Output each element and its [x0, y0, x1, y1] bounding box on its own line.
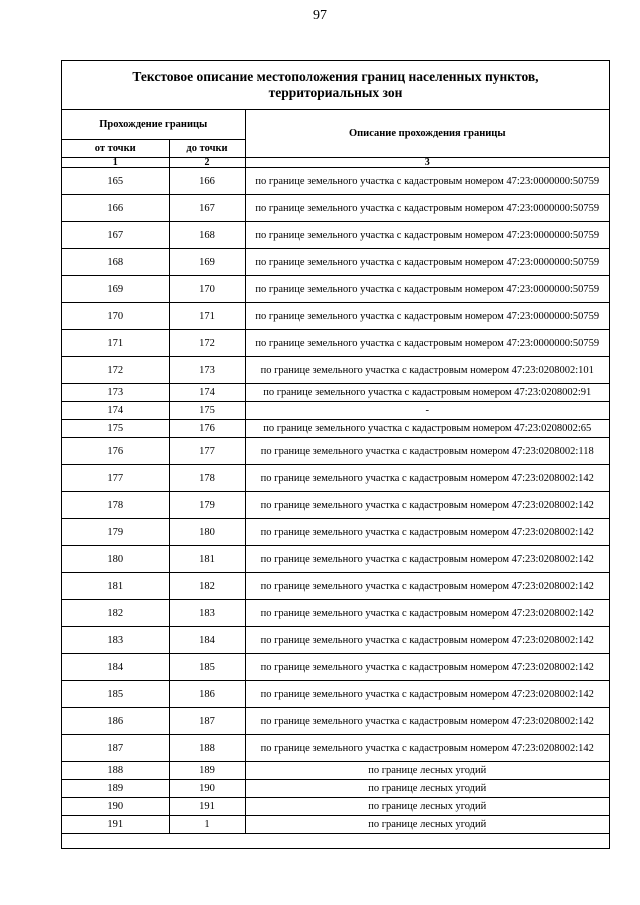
to-point-cell: 172 — [169, 330, 245, 357]
to-point-cell: 176 — [169, 420, 245, 438]
table-row — [62, 681, 609, 708]
description-cell: по границе земельного участка с кадастровым номером 47:23:0208002:142 — [245, 600, 609, 627]
description-cell: по границе земельного участка с кадастровым номером 47:23:0208002:91 — [245, 384, 609, 402]
table-row — [62, 420, 609, 438]
title-line-1: Текстовое описание местоположения границ населенных пунктов, — [132, 69, 539, 84]
to-point-cell: 166 — [169, 168, 245, 195]
from-point-cell: 177 — [62, 465, 169, 492]
to-point-cell: 191 — [169, 798, 245, 816]
header-passage: Прохождение границы — [62, 110, 245, 140]
from-point-cell: 180 — [62, 546, 169, 573]
page-number: 97 — [313, 8, 327, 23]
description-cell: по границе земельного участка с кадастровым номером 47:23:0000000:50759 — [245, 276, 609, 303]
to-point-cell: 183 — [169, 600, 245, 627]
table-row — [62, 573, 609, 600]
table-row — [62, 222, 609, 249]
description-cell: по границе земельного участка с кадастровым номером 47:23:0208002:142 — [245, 573, 609, 600]
description-cell: по границе земельного участка с кадастровым номером 47:23:0208002:142 — [245, 681, 609, 708]
description-cell: по границе земельного участка с кадастровым номером 47:23:0208002:65 — [245, 420, 609, 438]
to-point-cell: 186 — [169, 681, 245, 708]
table-row — [62, 519, 609, 546]
description-cell: по границе земельного участка с кадастровым номером 47:23:0000000:50759 — [245, 222, 609, 249]
description-cell: по границе лесных угодий — [245, 780, 609, 798]
description-cell: по границе лесных угодий — [245, 798, 609, 816]
header-from-point: от точки — [62, 140, 169, 158]
table-row — [62, 798, 609, 816]
table-row — [62, 546, 609, 573]
to-point-cell: 171 — [169, 303, 245, 330]
to-point-cell: 168 — [169, 222, 245, 249]
table-row — [62, 780, 609, 798]
to-point-cell: 189 — [169, 762, 245, 780]
table-row — [62, 303, 609, 330]
to-point-cell: 1 — [169, 816, 245, 834]
to-point-cell: 179 — [169, 492, 245, 519]
description-cell: по границе земельного участка с кадастровым номером 47:23:0208002:142 — [245, 654, 609, 681]
from-point-cell: 167 — [62, 222, 169, 249]
table-row — [62, 465, 609, 492]
from-point-cell: 183 — [62, 627, 169, 654]
to-point-cell: 187 — [169, 708, 245, 735]
table-row — [62, 438, 609, 465]
header-description: Описание прохождения границы — [245, 110, 609, 158]
from-point-cell: 174 — [62, 402, 169, 420]
from-point-cell: 168 — [62, 249, 169, 276]
to-point-cell: 173 — [169, 357, 245, 384]
description-cell: по границе земельного участка с кадастровым номером 47:23:0208002:101 — [245, 357, 609, 384]
to-point-cell: 184 — [169, 627, 245, 654]
from-point-cell: 182 — [62, 600, 169, 627]
header-col-number-1: 1 — [62, 158, 169, 168]
header-col-number-3: 3 — [245, 158, 609, 168]
boundary-table — [62, 110, 609, 834]
description-cell: по границе лесных угодий — [245, 762, 609, 780]
description-cell: по границе земельного участка с кадастровым номером 47:23:0208002:142 — [245, 627, 609, 654]
description-cell: по границе земельного участка с кадастровым номером 47:23:0000000:50759 — [245, 330, 609, 357]
to-point-cell: 167 — [169, 195, 245, 222]
from-point-cell: 179 — [62, 519, 169, 546]
description-cell: по границе земельного участка с кадастровым номером 47:23:0208002:142 — [245, 519, 609, 546]
from-point-cell: 172 — [62, 357, 169, 384]
from-point-cell: 186 — [62, 708, 169, 735]
table-body — [62, 168, 609, 834]
to-point-cell: 177 — [169, 438, 245, 465]
description-cell: по границе земельного участка с кадастровым номером 47:23:0000000:50759 — [245, 168, 609, 195]
to-point-cell: 178 — [169, 465, 245, 492]
description-cell: - — [245, 402, 609, 420]
from-point-cell: 175 — [62, 420, 169, 438]
from-point-cell: 171 — [62, 330, 169, 357]
table-row — [62, 735, 609, 762]
table-title — [62, 61, 609, 110]
from-point-cell: 169 — [62, 276, 169, 303]
title-line-2: территориальных зон — [268, 85, 403, 100]
from-point-cell: 188 — [62, 762, 169, 780]
from-point-cell: 189 — [62, 780, 169, 798]
to-point-cell: 188 — [169, 735, 245, 762]
description-cell: по границе земельного участка с кадастровым номером 47:23:0000000:50759 — [245, 303, 609, 330]
from-point-cell: 191 — [62, 816, 169, 834]
table-row — [62, 492, 609, 519]
table-row — [62, 195, 609, 222]
from-point-cell: 166 — [62, 195, 169, 222]
description-cell: по границе земельного участка с кадастровым номером 47:23:0208002:118 — [245, 438, 609, 465]
table-row — [62, 168, 609, 195]
description-cell: по границе земельного участка с кадастровым номером 47:23:0208002:142 — [245, 735, 609, 762]
table-row — [62, 249, 609, 276]
description-cell: по границе лесных угодий — [245, 816, 609, 834]
description-cell: по границе земельного участка с кадастровым номером 47:23:0000000:50759 — [245, 195, 609, 222]
description-cell: по границе земельного участка с кадастровым номером 47:23:0208002:142 — [245, 492, 609, 519]
header-col-number-2: 2 — [169, 158, 245, 168]
table-row — [62, 762, 609, 780]
header-to-point: до точки — [169, 140, 245, 158]
to-point-cell: 169 — [169, 249, 245, 276]
from-point-cell: 176 — [62, 438, 169, 465]
from-point-cell: 184 — [62, 654, 169, 681]
to-point-cell: 175 — [169, 402, 245, 420]
to-point-cell: 170 — [169, 276, 245, 303]
to-point-cell: 185 — [169, 654, 245, 681]
table-row — [62, 816, 609, 834]
description-cell: по границе земельного участка с кадастровым номером 47:23:0208002:142 — [245, 546, 609, 573]
from-point-cell: 187 — [62, 735, 169, 762]
to-point-cell: 190 — [169, 780, 245, 798]
table-row — [62, 330, 609, 357]
table-row — [62, 654, 609, 681]
from-point-cell: 170 — [62, 303, 169, 330]
from-point-cell: 165 — [62, 168, 169, 195]
to-point-cell: 181 — [169, 546, 245, 573]
table-row — [62, 357, 609, 384]
from-point-cell: 178 — [62, 492, 169, 519]
table-row — [62, 627, 609, 654]
table-row — [62, 708, 609, 735]
description-cell: по границе земельного участка с кадастровым номером 47:23:0208002:142 — [245, 708, 609, 735]
table-row — [62, 276, 609, 303]
from-point-cell: 181 — [62, 573, 169, 600]
table-row — [62, 384, 609, 402]
from-point-cell: 185 — [62, 681, 169, 708]
from-point-cell: 190 — [62, 798, 169, 816]
table-row — [62, 402, 609, 420]
table-header — [62, 110, 609, 168]
from-point-cell: 173 — [62, 384, 169, 402]
description-cell: по границе земельного участка с кадастровым номером 47:23:0208002:142 — [245, 465, 609, 492]
description-cell: по границе земельного участка с кадастровым номером 47:23:0000000:50759 — [245, 249, 609, 276]
to-point-cell: 180 — [169, 519, 245, 546]
table-row — [62, 600, 609, 627]
to-point-cell: 174 — [169, 384, 245, 402]
document-frame — [61, 60, 610, 849]
to-point-cell: 182 — [169, 573, 245, 600]
